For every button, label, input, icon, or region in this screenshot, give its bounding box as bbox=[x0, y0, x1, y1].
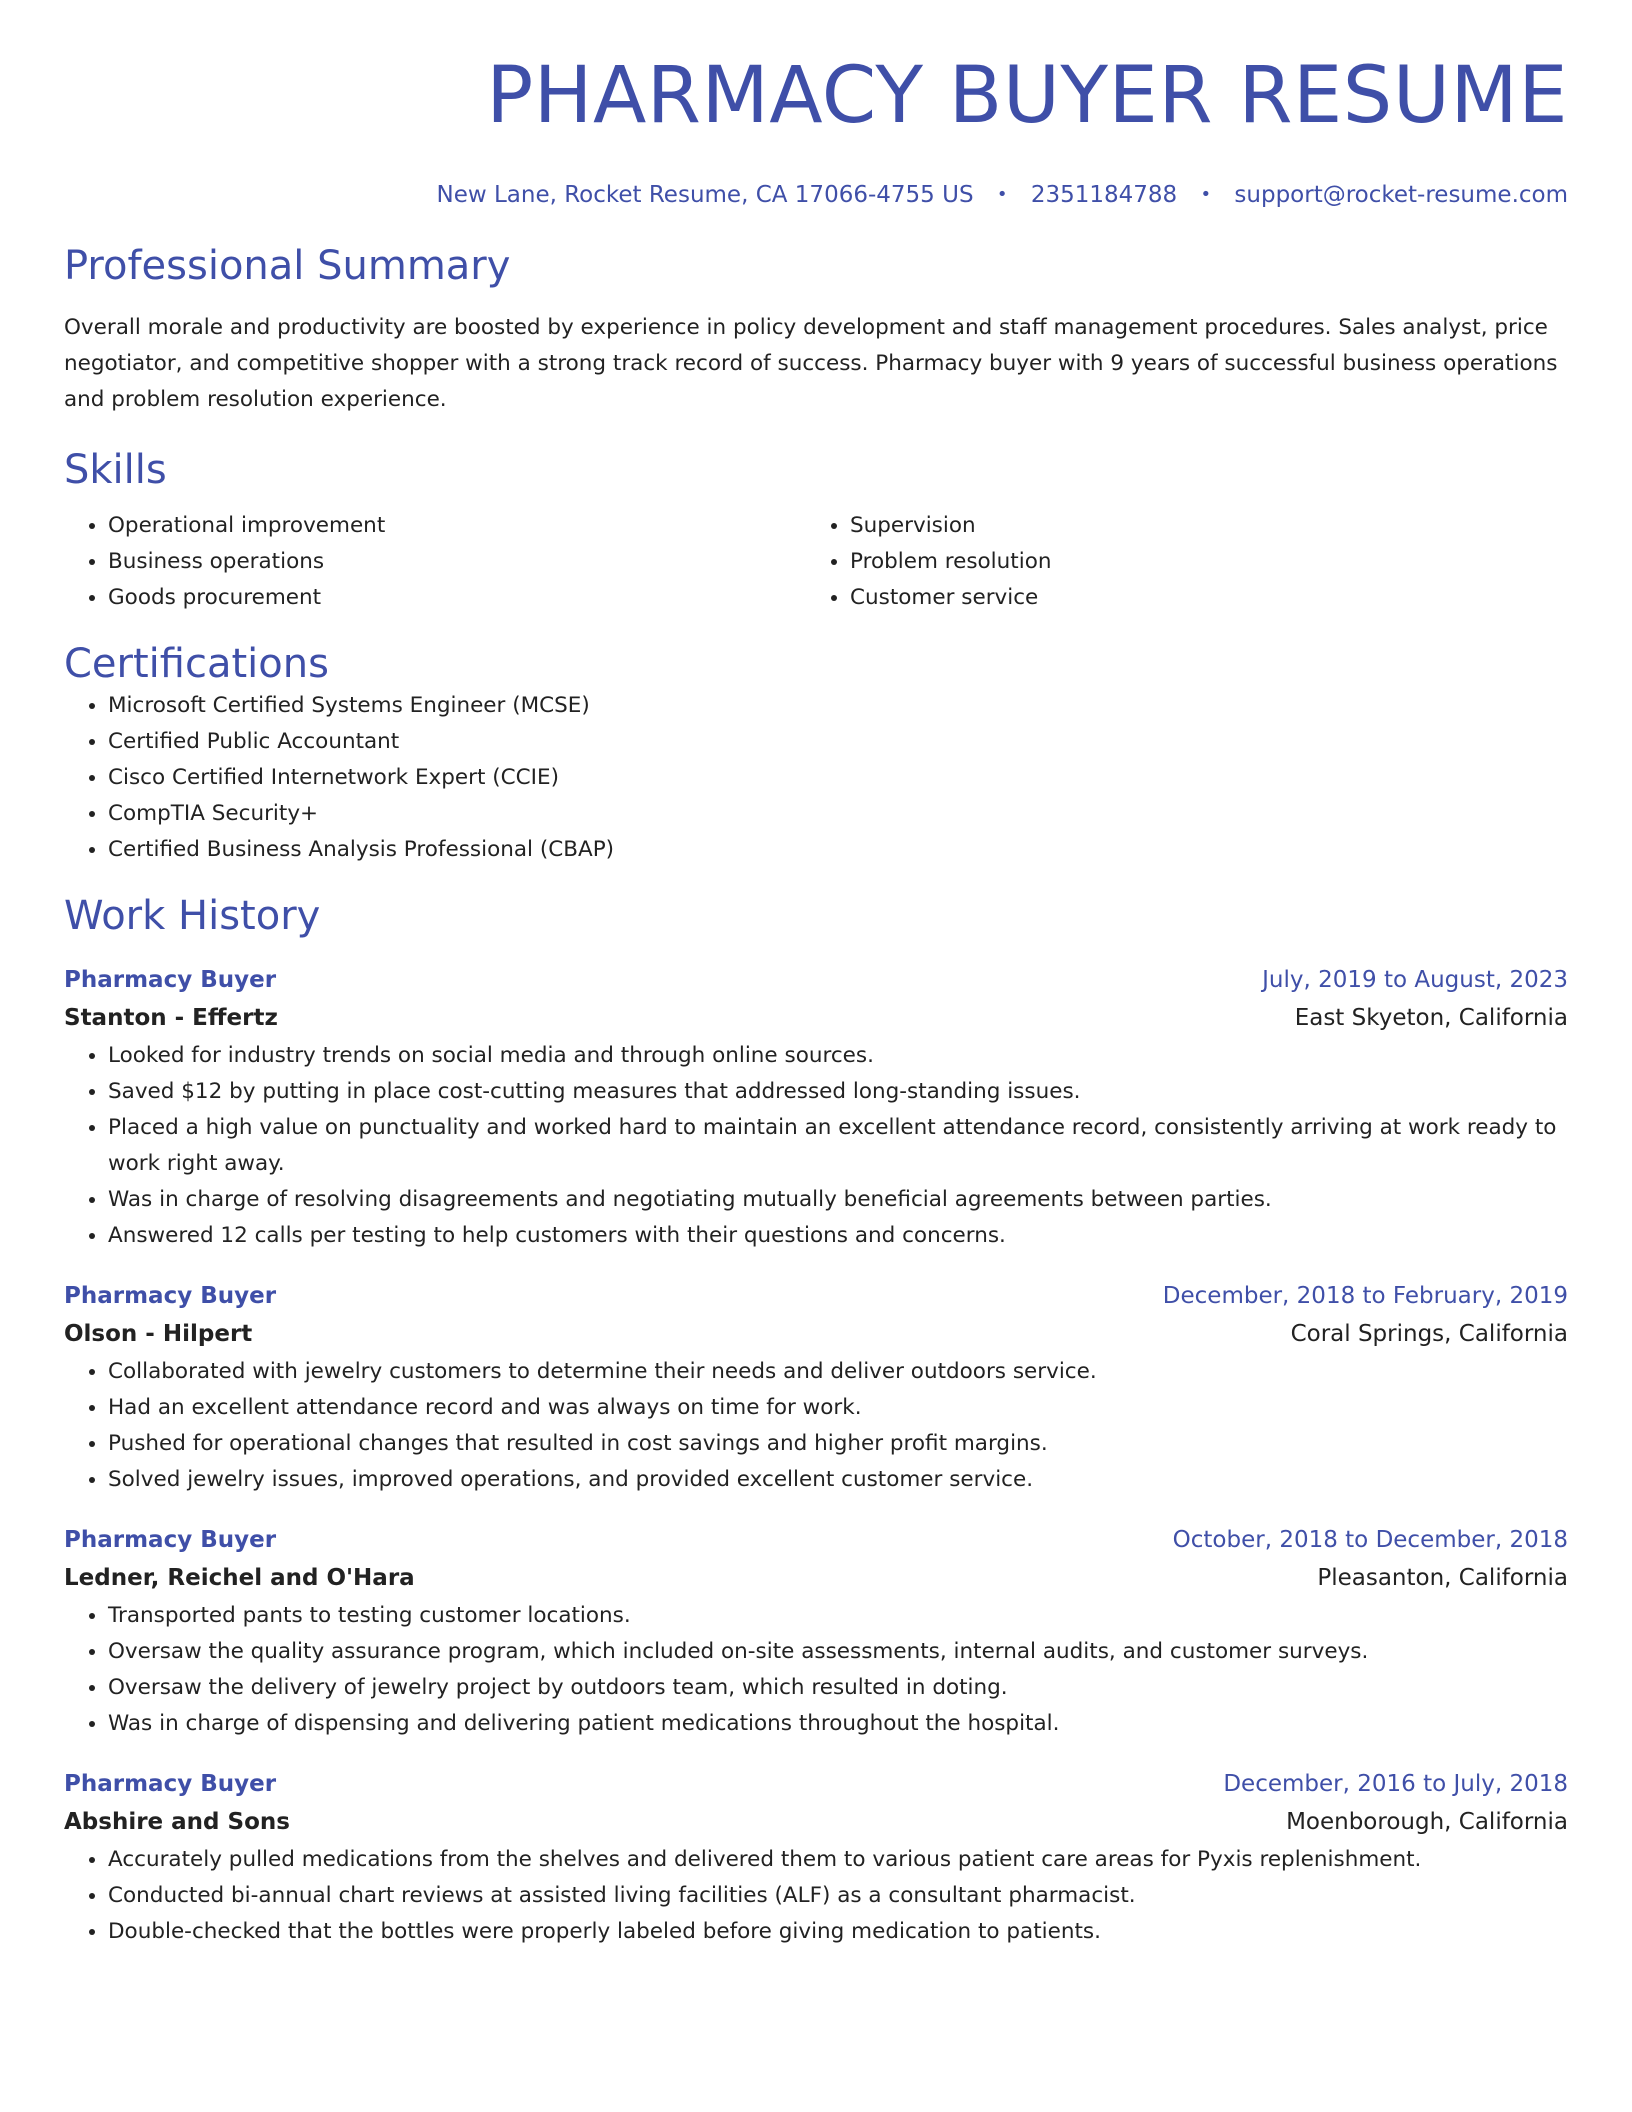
contact-line bbox=[64, 182, 1568, 208]
job-bullet: • Placed a high value on punctuality and worked hard to maintain an excellent attendance record, consistently arriving at work ready to work right away. bbox=[108, 1110, 1568, 1182]
job-entry bbox=[64, 1766, 1568, 1950]
job-header-row bbox=[64, 1278, 1568, 1314]
job-entry bbox=[64, 1522, 1568, 1742]
job-header-row bbox=[64, 1522, 1568, 1558]
address: New Lane, Rocket Resume, CA 17066-4755 US bbox=[436, 181, 974, 208]
skills-grid bbox=[64, 508, 1568, 616]
job-bullet: • Looked for industry trends on social media and through online sources. bbox=[108, 1038, 1568, 1074]
job-company-row bbox=[64, 998, 1568, 1038]
skill-item: • Business operations bbox=[108, 544, 806, 580]
job-location: East Skyeton, California bbox=[1294, 1004, 1568, 1031]
certification-item: • Certified Public Accountant bbox=[108, 724, 1568, 760]
email-link[interactable]: support@rocket-resume.com bbox=[1234, 181, 1568, 208]
skill-item: • Operational improvement bbox=[108, 508, 806, 544]
job-role: Pharmacy Buyer bbox=[64, 1526, 277, 1553]
separator-dot: • bbox=[1200, 183, 1212, 205]
job-location: Moenborough, California bbox=[1286, 1808, 1568, 1835]
phone: 2351184788 bbox=[1030, 181, 1178, 208]
job-company-row bbox=[64, 1558, 1568, 1598]
certification-item: • CompTIA Security+ bbox=[108, 796, 1568, 832]
job-bullet: • Solved jewelry issues, improved operations, and provided excellent customer service. bbox=[108, 1462, 1568, 1498]
job-bullet: • Accurately pulled medications from the shelves and delivered them to various patient care areas for Pyxis replenishment. bbox=[108, 1842, 1568, 1878]
job-bullet-list bbox=[64, 1598, 1568, 1742]
certification-item: • Cisco Certified Internetwork Expert (CCIE) bbox=[108, 760, 1568, 796]
skills-list-right bbox=[806, 508, 1548, 616]
job-bullet-list bbox=[64, 1842, 1568, 1950]
job-header-row bbox=[64, 962, 1568, 998]
summary-heading: Professional Summary bbox=[64, 242, 511, 289]
skill-item: • Supervision bbox=[850, 508, 1548, 544]
job-bullet: • Oversaw the delivery of jewelry project by outdoors team, which resulted in doting. bbox=[108, 1670, 1568, 1706]
certification-item: • Certified Business Analysis Professional (CBAP) bbox=[108, 832, 1568, 868]
job-bullet: • Was in charge of resolving disagreements and negotiating mutually beneficial agreements between parties. bbox=[108, 1182, 1568, 1218]
job-role: Pharmacy Buyer bbox=[64, 1770, 277, 1797]
job-entry bbox=[64, 962, 1568, 1254]
job-location: Coral Springs, California bbox=[1290, 1320, 1568, 1347]
skill-item: • Problem resolution bbox=[850, 544, 1548, 580]
job-company-row bbox=[64, 1314, 1568, 1354]
job-bullet: • Conducted bi-annual chart reviews at assisted living facilities (ALF) as a consultant pharmacist. bbox=[108, 1878, 1568, 1914]
job-company: Olson - Hilpert bbox=[64, 1320, 253, 1347]
skills-heading: Skills bbox=[64, 446, 167, 493]
job-company: Abshire and Sons bbox=[64, 1808, 290, 1835]
job-bullet: • Collaborated with jewelry customers to determine their needs and deliver outdoors service. bbox=[108, 1354, 1568, 1390]
skill-item: • Customer service bbox=[850, 580, 1548, 616]
skill-item: • Goods procurement bbox=[108, 580, 806, 616]
job-entry bbox=[64, 1278, 1568, 1498]
skills-list-left bbox=[64, 508, 806, 616]
job-bullet: • Was in charge of dispensing and delivering patient medications throughout the hospital. bbox=[108, 1706, 1568, 1742]
job-dates: December, 2016 to July, 2018 bbox=[1223, 1770, 1568, 1797]
skills-column-right bbox=[806, 508, 1548, 616]
job-role: Pharmacy Buyer bbox=[64, 966, 277, 993]
summary-text: Overall morale and productivity are boosted by experience in policy development and staff management procedures. Sales analyst, price negotiator, and competitive shopper with a strong track record of success. Pharmacy buyer with 9 years of successful business operations and problem resolution experience. bbox=[64, 314, 1558, 412]
job-header-row bbox=[64, 1766, 1568, 1802]
work-history-heading: Work History bbox=[64, 892, 321, 939]
job-bullet-list bbox=[64, 1038, 1568, 1254]
job-role: Pharmacy Buyer bbox=[64, 1282, 277, 1309]
job-company: Ledner, Reichel and O'Hara bbox=[64, 1564, 415, 1591]
job-location: Pleasanton, California bbox=[1317, 1564, 1568, 1591]
job-bullet: • Oversaw the quality assurance program, which included on-site assessments, internal audits, and customer surveys. bbox=[108, 1634, 1568, 1670]
certifications-list bbox=[64, 688, 1568, 868]
job-bullet: • Answered 12 calls per testing to help customers with their questions and concerns. bbox=[108, 1218, 1568, 1254]
job-bullet: • Saved $12 by putting in place cost-cutting measures that addressed long-standing issues. bbox=[108, 1074, 1568, 1110]
job-bullet: • Transported pants to testing customer locations. bbox=[108, 1598, 1568, 1634]
resume-page bbox=[64, 0, 1568, 1950]
job-dates: December, 2018 to February, 2019 bbox=[1162, 1282, 1568, 1309]
job-bullet: • Double-checked that the bottles were properly labeled before giving medication to patients. bbox=[108, 1914, 1568, 1950]
skills-column-left bbox=[64, 508, 806, 616]
job-bullet: • Had an excellent attendance record and was always on time for work. bbox=[108, 1390, 1568, 1426]
resume-title: PHARMACY BUYER RESUME bbox=[486, 51, 1568, 141]
separator-dot: • bbox=[996, 183, 1008, 205]
job-dates: July, 2019 to August, 2023 bbox=[1262, 966, 1568, 993]
certifications-heading: Certifications bbox=[64, 640, 329, 687]
job-bullet: • Pushed for operational changes that resulted in cost savings and higher profit margins. bbox=[108, 1426, 1568, 1462]
job-company: Stanton - Effertz bbox=[64, 1004, 278, 1031]
job-company-row bbox=[64, 1802, 1568, 1842]
job-dates: October, 2018 to December, 2018 bbox=[1172, 1526, 1568, 1553]
certification-item: • Microsoft Certified Systems Engineer (MCSE) bbox=[108, 688, 1568, 724]
job-bullet-list bbox=[64, 1354, 1568, 1498]
